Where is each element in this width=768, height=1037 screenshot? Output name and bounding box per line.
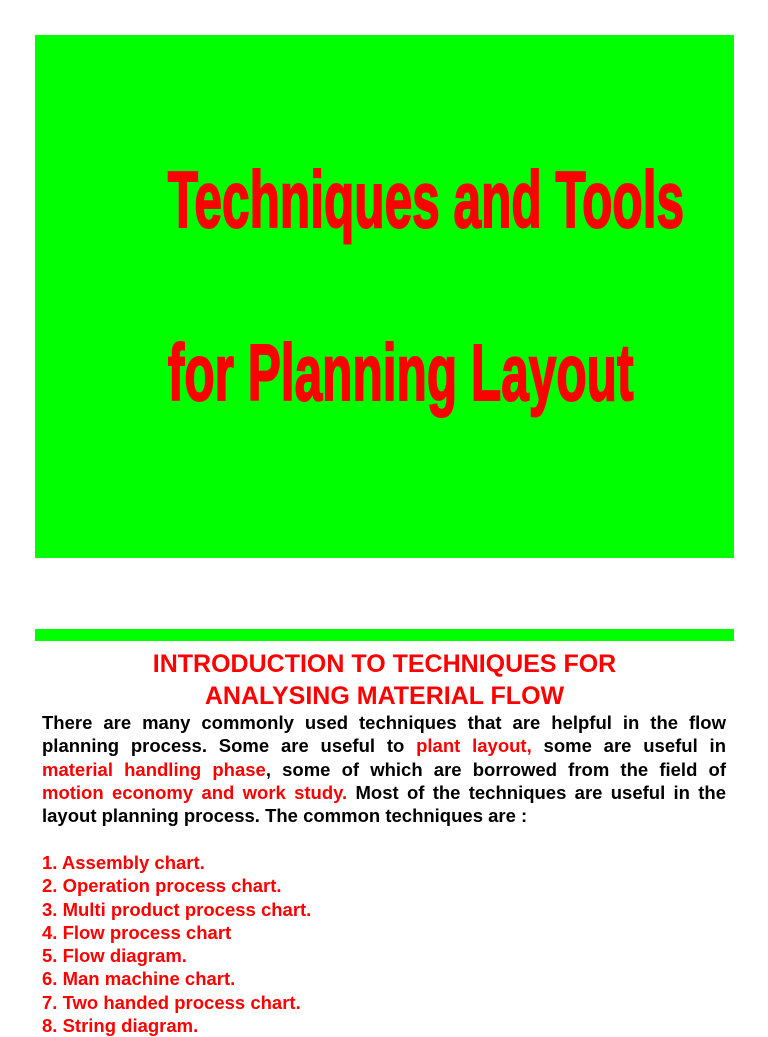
highlight-plant-layout: plant layout, <box>416 735 532 757</box>
paragraph-text: There are many commonly used techniques that are helpful in the flow planning process. Some are useful to <box>42 712 726 757</box>
highlight-material-handling: material handling phase <box>42 758 266 780</box>
techniques-list <box>42 851 726 1037</box>
section-heading-line-2: ANALYSING MATERIAL FLOW <box>204 682 565 710</box>
paragraph-text: , some of which are borrowed from the field of <box>265 758 726 780</box>
highlight-motion-economy: motion economy and work study. <box>42 781 348 803</box>
paragraph-text: some are useful in <box>531 735 726 757</box>
list-item: 4. Flow process chart <box>42 921 232 943</box>
section-heading <box>35 648 734 712</box>
slide-title-line-1: Techniques and Tools <box>167 155 685 244</box>
section-divider <box>35 629 734 641</box>
list-item: 2. Operation process chart. <box>42 875 282 897</box>
list-item: 3. Multi product process chart. <box>42 898 312 920</box>
intro-paragraph <box>42 711 726 827</box>
slide-title-line-2: for Planning Layout <box>167 328 634 417</box>
list-item: 8. String diagram. <box>42 1015 199 1037</box>
list-item: 7. Two handed process chart. <box>42 991 301 1013</box>
list-item: 1. Assembly chart. <box>42 852 205 873</box>
list-item: 6. Man machine chart. <box>42 968 236 990</box>
list-item: 5. Flow diagram. <box>42 945 187 967</box>
paragraph-text: Most of the techniques are useful in the layout planning process. The common techniques are : <box>42 781 726 827</box>
section-heading-line-1: INTRODUCTION TO TECHNIQUES FOR <box>152 650 617 678</box>
title-slide <box>35 35 734 558</box>
